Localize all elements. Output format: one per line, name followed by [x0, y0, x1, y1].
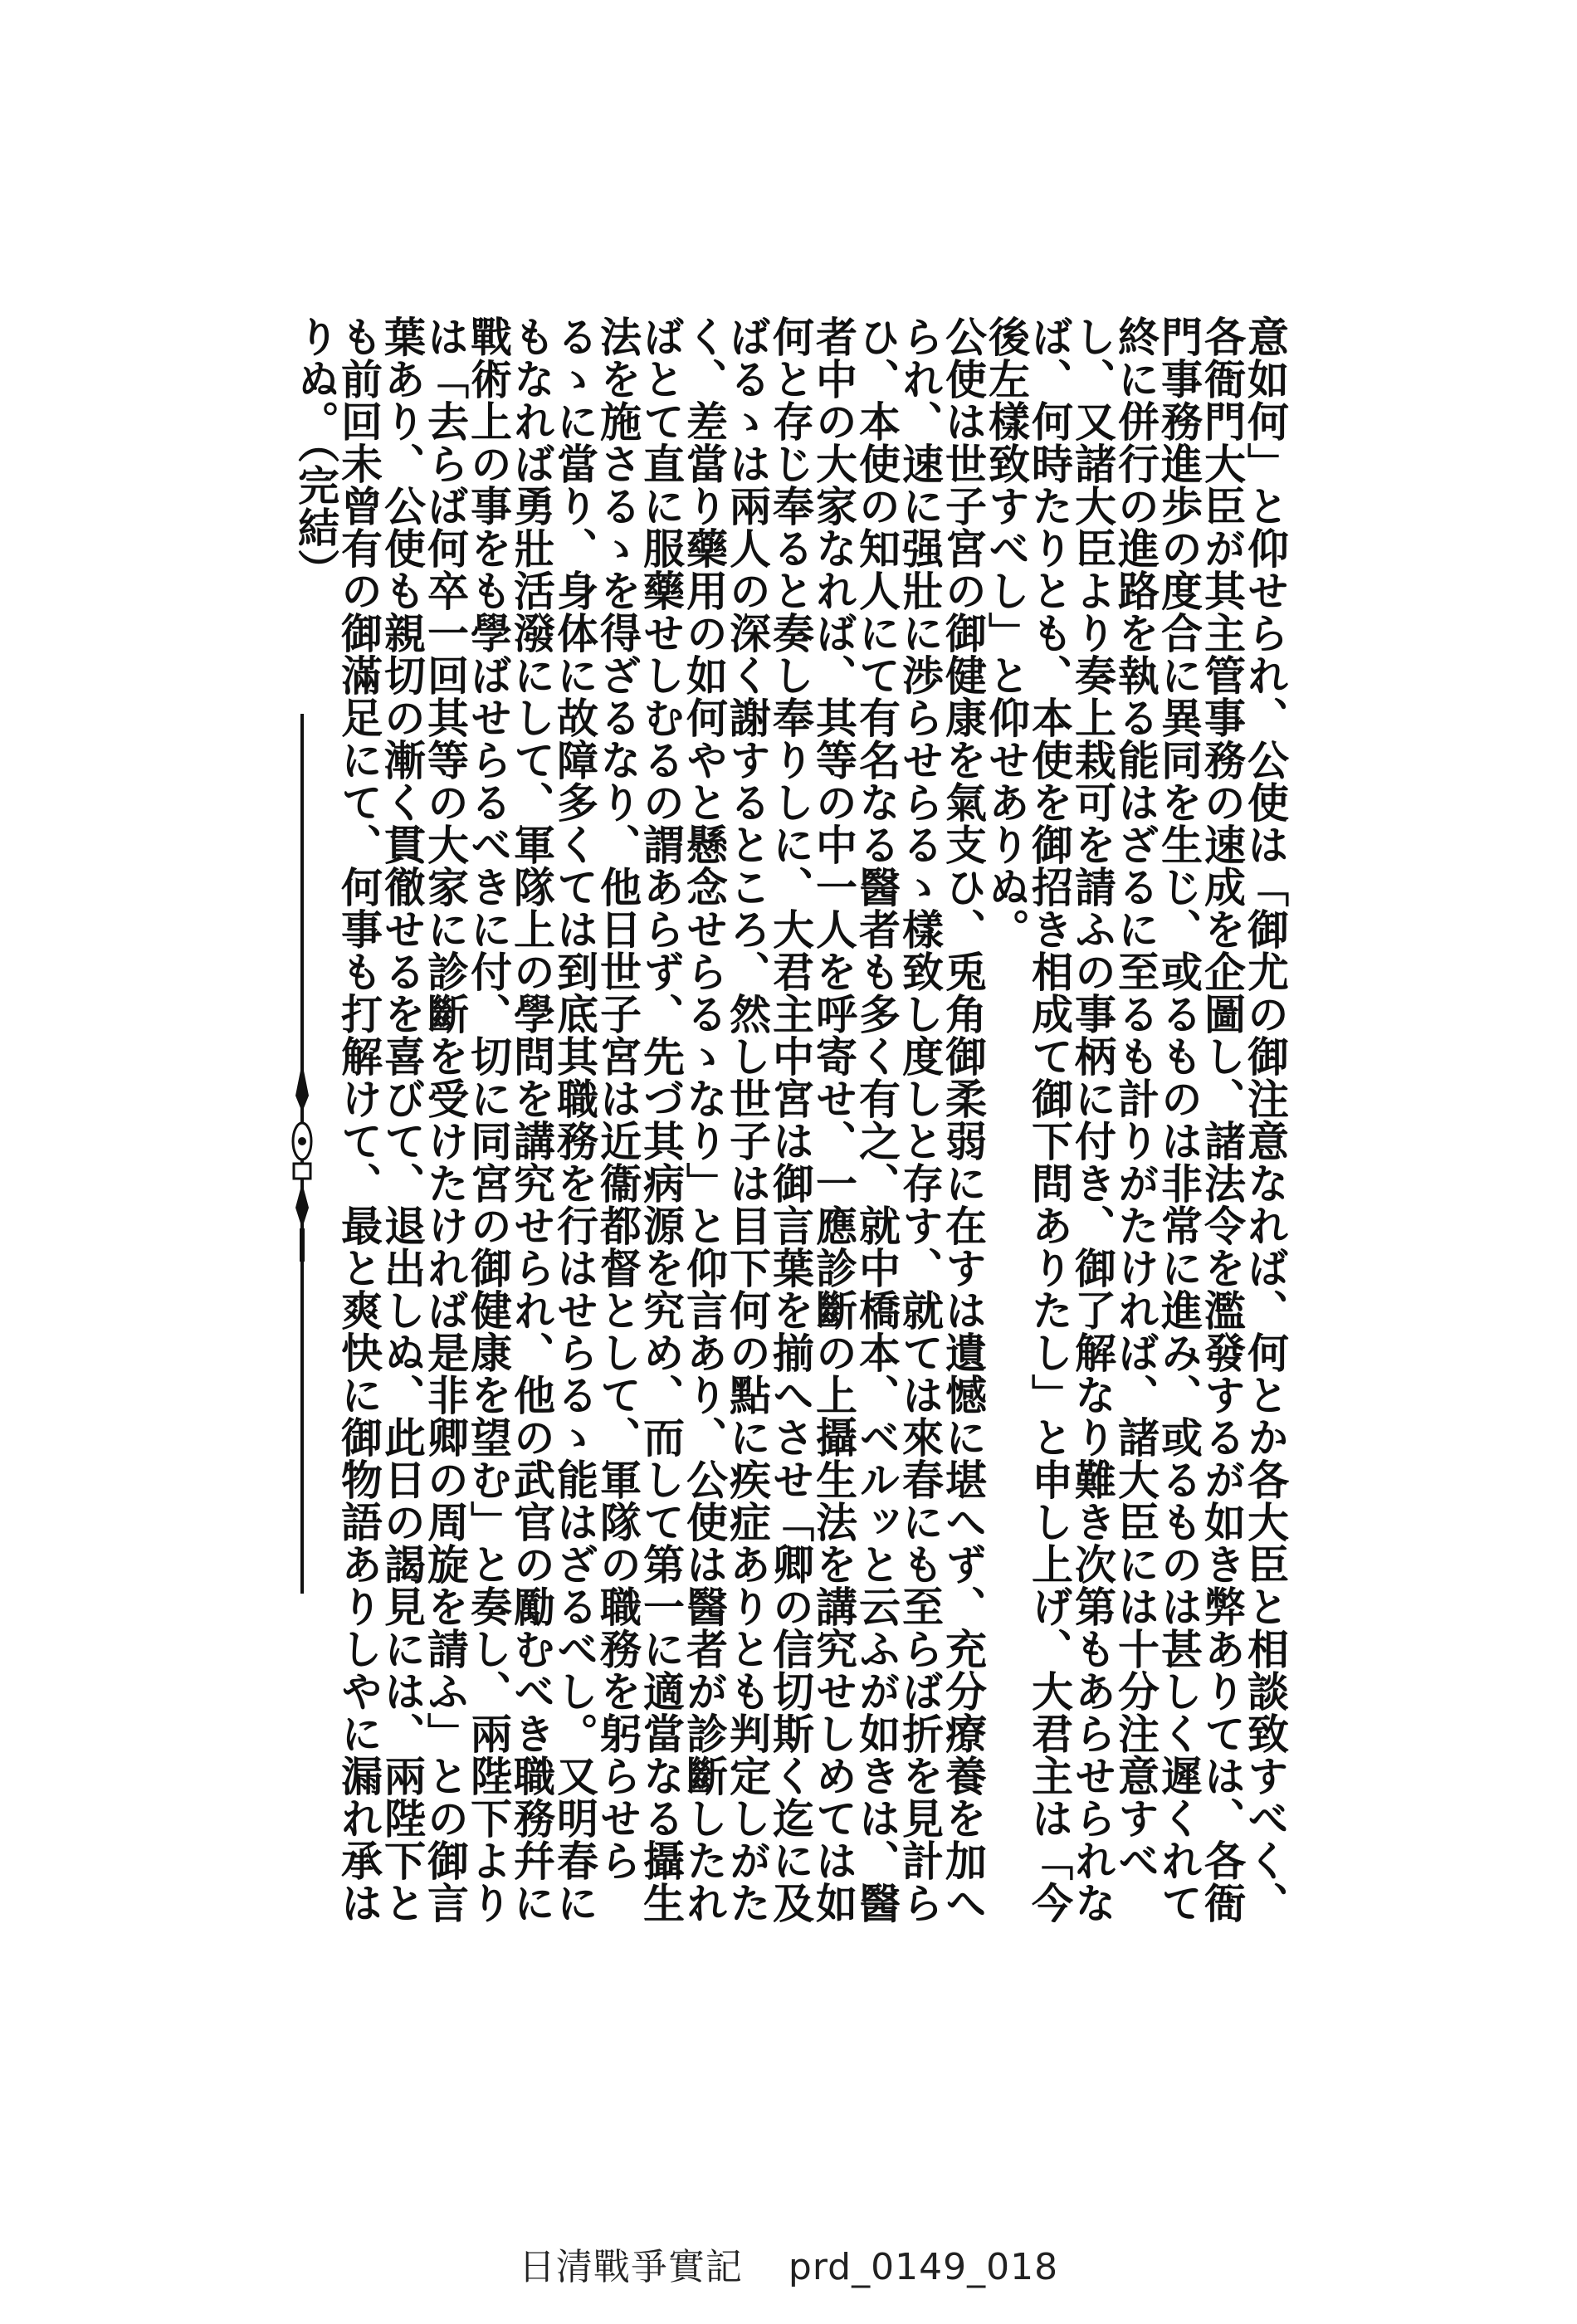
- paragraph-audience: 意如何」と仰せられ、公使は「御尤の御注意なれば、何とか各大臣と相談致すべく、各衙門大臣が其主管事務の速成を企圖し、諸法令を濫發するが如き弊ありては、各衙門事務進歩の度合に異同を生じ、或るものは非常に進み、或るものは甚しく遲くれて終に併行の進路を執る能はざるに至るも計りがたければ、諸大臣には十分注意すべし、又諸大臣より奏上栽可を請ふの事柄に付き、御了解なり難き次第もあらせられなば、何時たりとも、本使を御招き相成て御下問ありたし」と申し上げ、大君主は「今後左樣致すべし」と仰せありぬ。: [982, 315, 1290, 1924]
- book-title: 日清戰爭實記: [518, 2246, 743, 2288]
- page-footer: [0, 2237, 1577, 2290]
- paragraph-crown-prince-health: 公使は世子宮の御健康を氣支ひ、兎角御柔弱に在すは遺憾に堪へず、充分療養を加へられ、速に强壯に渉らせらるゝ樣致し度しと存す、就ては來春にも至らば折を見計らひ、本使の知人にて有名なる醫者も多く有之、就中橋本、ベルッと云ふが如きは、醫者中の大家なれば、其等の中一人を呼寄せ、一應診斷の上攝生法を講究せしめては如何と存じ奉ると奏し奉りしに、大君主中宮は御言葉を揃へさせ「卿の信切斯く迄に及ばるゝは兩人の深く謝するところ、然し世子は目下何の點に疾症ありとも判定しがたく、差當り藥用の如何やと懸念せらるゝなり」と仰言あり、公使は醫者が診斷したればとて直に服藥せしむるの謂あらず、先づ其病源を究め、而して第一に適當なる攝生法を施さるゝを得ざるなり、他日世子宮は近衞都督として、軍隊の職務を躬らせらるゝに當り、身体に故障多くては到底其職務を行はせらるゝ能はざるべし。又明春にもなれば勇壯活潑にして、軍隊上の學問を講究せられ、他の武官の勵むべき職務幷に戰術上の事をも學ばせらるべきに付、切に同宮の御健康を望む」と奏し、兩陛下よりは「去らば何卒一回其等の大家に診斷を受けたければ是非卿の周旋を請ふ」との御言葉あり、公使も親切の漸く貫徹せるを喜びて、退出しぬ、此日の謁見には、兩陛下とも前回未曾有の御滿足にて、何事も打解けて、最と爽快に御物語ありしやに漏れ承はりぬ。（完結）: [291, 315, 988, 1924]
- vertical-text-block: [291, 315, 1290, 1942]
- ornament-icon: [292, 1062, 312, 1262]
- page-id: prd_0149_018: [788, 2246, 1059, 2288]
- ornamental-divider: [292, 714, 312, 1594]
